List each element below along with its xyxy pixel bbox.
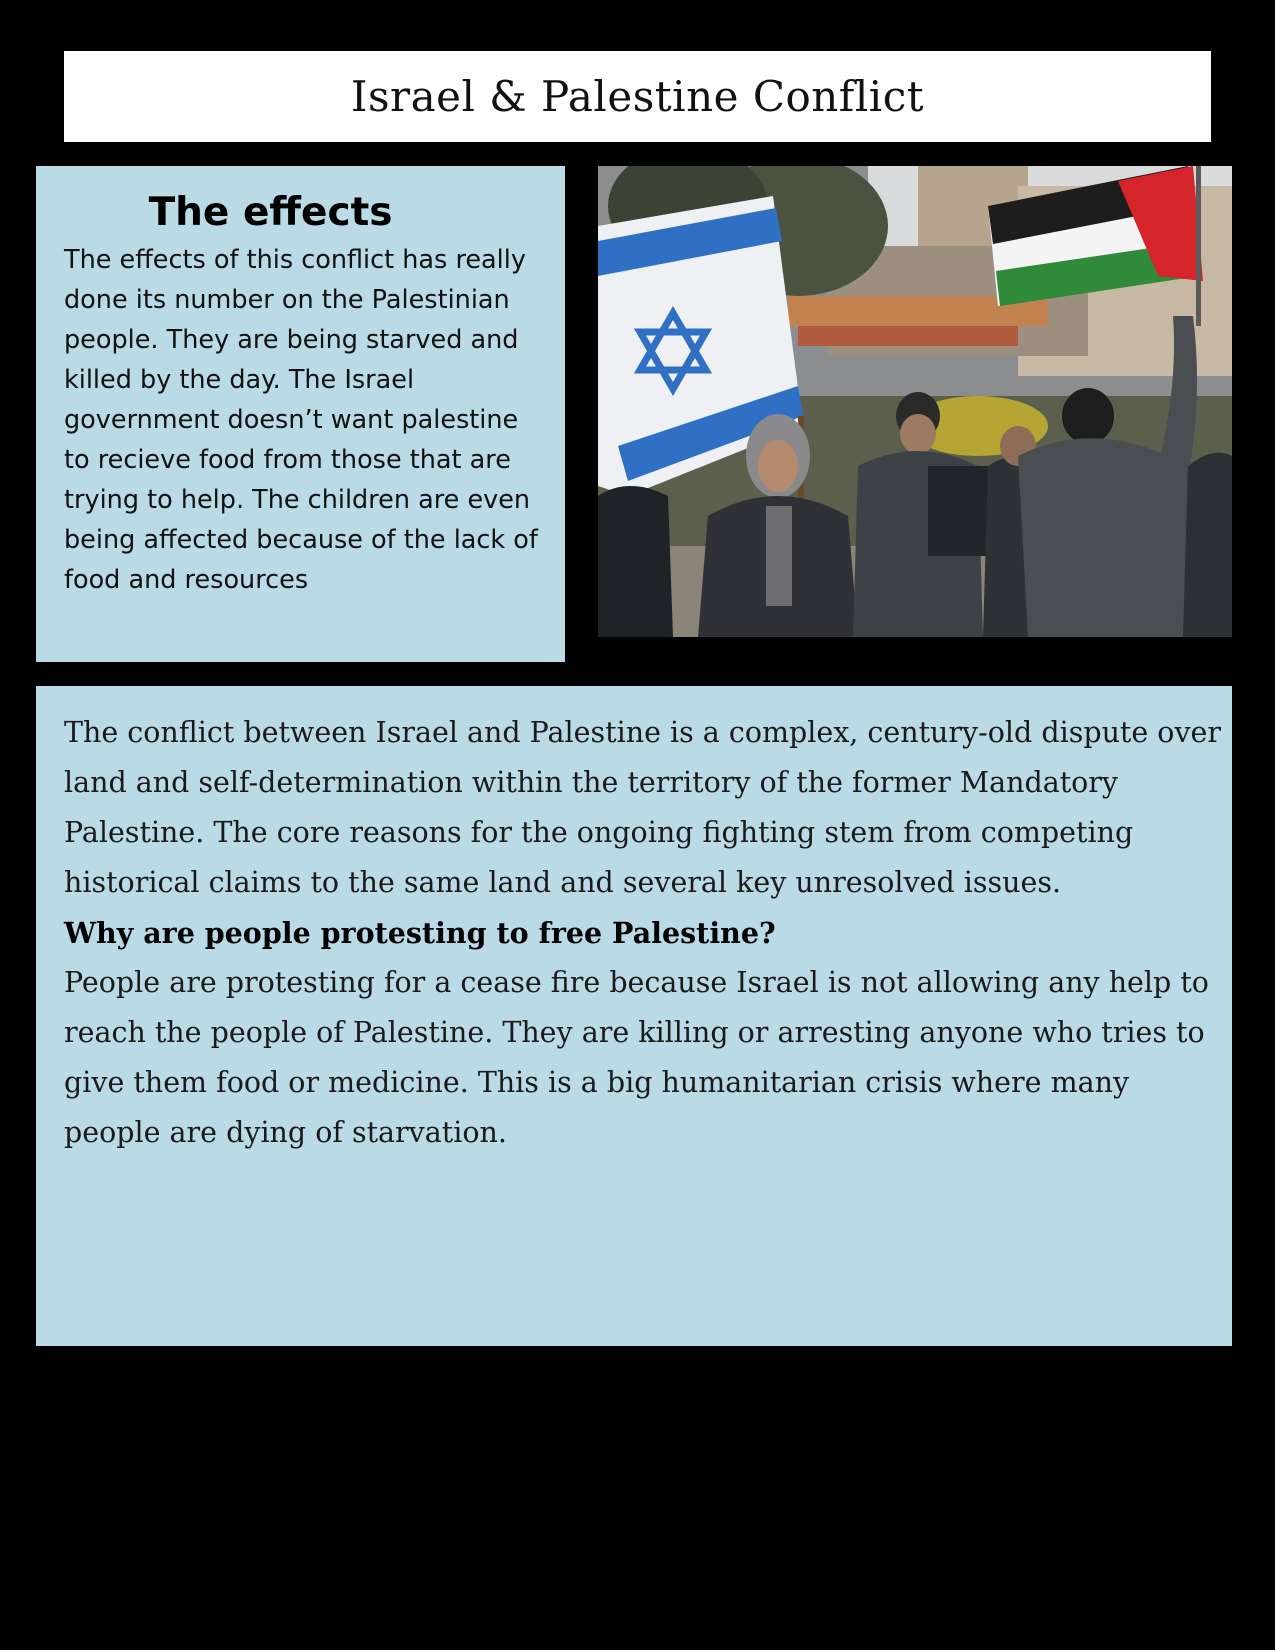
title-banner bbox=[64, 51, 1211, 142]
question-heading: Why are people protesting to free Palestine? bbox=[64, 916, 776, 950]
effects-heading: The effects bbox=[148, 190, 393, 235]
answer-paragraph: People are protesting for a cease fire because Israel is not allowing any help to reach the people of Palestine. They are killing or arresting anyone who tries to give them food or medicine. This is a big humanitarian crisis where many people are dying of starvation. bbox=[64, 966, 1209, 1149]
main-panel bbox=[36, 686, 1232, 1346]
page-title: Israel & Palestine Conflict bbox=[350, 72, 925, 121]
effects-body: The effects of this conflict has really done its number on the Palestinian people. They are being starved and killed by the day. The Israel government doesn’t want palestine to recieve food from those that are trying to help. The children are even being affected because of the lack of food and resources bbox=[64, 245, 538, 595]
effects-panel bbox=[36, 166, 565, 662]
protest-photo bbox=[598, 166, 1232, 637]
main-text bbox=[64, 708, 1224, 1158]
intro-paragraph: The conflict between Israel and Palestine is a complex, century-old dispute over land and self-determination within the territory of the former Mandatory Palestine. The core reasons for the ongoing fighting stem from competing historical claims to the same land and several key unresolved issues. bbox=[64, 716, 1222, 899]
